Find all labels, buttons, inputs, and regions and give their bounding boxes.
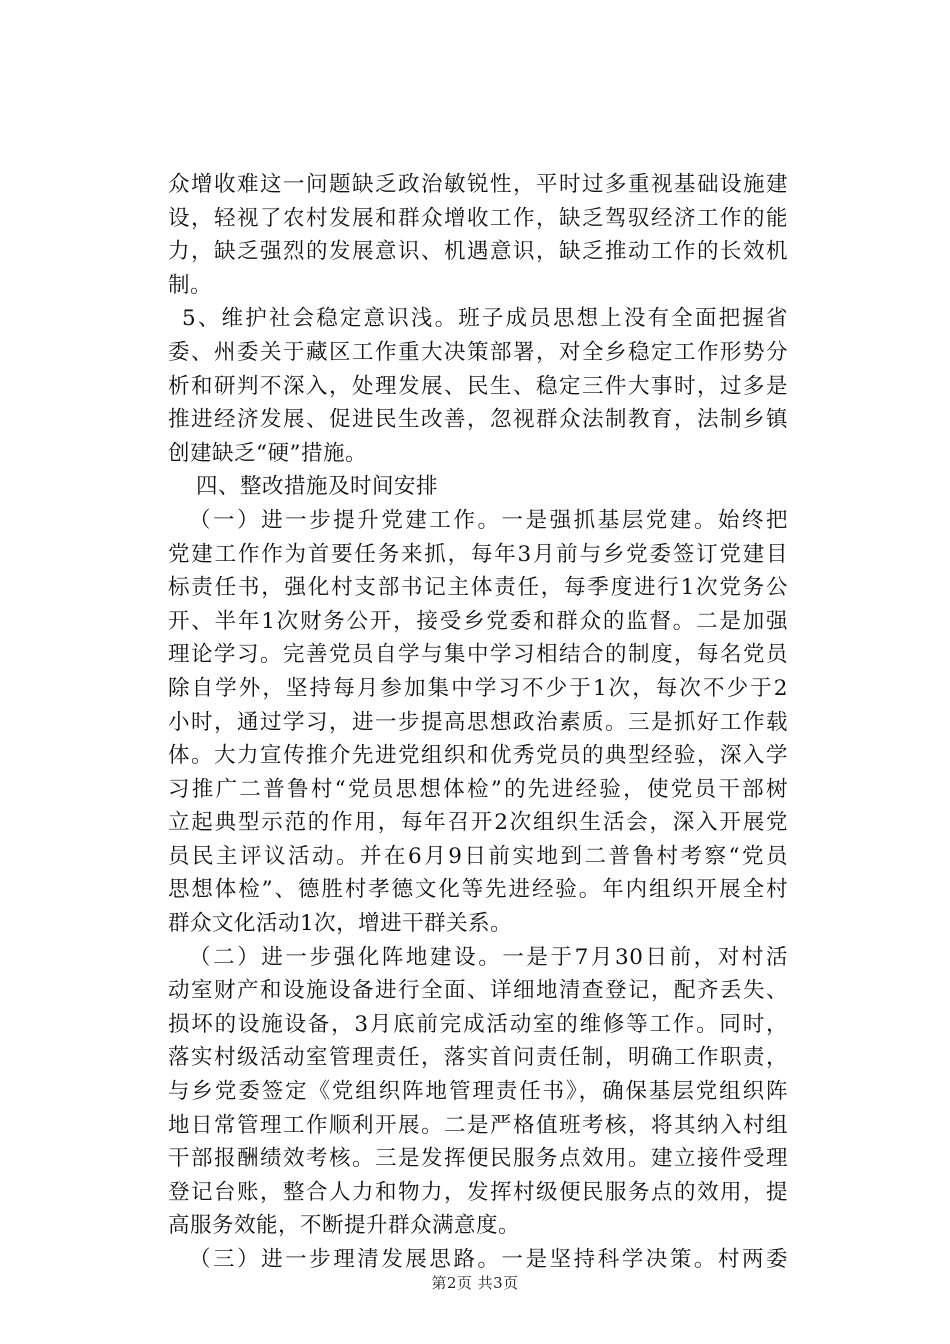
document-body — [168, 168, 788, 1277]
text-line: 除自学外，坚持每月参加集中学习不少于1次，每次不少于2 — [168, 675, 788, 701]
text-line: 干部报酬绩效考核。三是发挥便民服务点效用。建立接件受理 — [168, 1146, 788, 1172]
text-line: 员民主评议活动。并在6月9日前实地到二普鲁村考察“党员 — [168, 843, 788, 869]
text-line: 开、半年1次财务公开，接受乡党委和群众的监督。二是加强 — [168, 608, 788, 634]
text-line: 动室财产和设施设备进行全面、详细地清查登记，配齐丢失、 — [168, 978, 788, 1004]
text-line: 设，轻视了农村发展和群众增收工作，缺乏驾驭经济工作的能 — [168, 205, 788, 231]
text-line: 委、州委关于藏区工作重大决策部署，对全乡稳定工作形势分 — [168, 339, 788, 365]
section-5-heading-line: 5、维护社会稳定意识浅。班子成员思想上没有全面把握省 — [182, 306, 788, 332]
text-line: 损坏的设施设备，3月底前完成活动室的维修等工作。同时， — [168, 1011, 788, 1037]
subsection-2-heading-line: （二）进一步强化阵地建设。一是于7月30日前，对村活 — [189, 944, 788, 970]
text-line: 析和研判不深入，处理发展、民生、稳定三件大事时，过多是 — [168, 373, 788, 399]
text-line: 高服务效能，不断提升群众满意度。 — [168, 1213, 521, 1239]
text-line: 标责任书，强化村支部书记主体责任，每季度进行1次党务公 — [168, 575, 788, 601]
text-line: 群众文化活动1次，增进干群关系。 — [168, 911, 513, 937]
text-line: 理论学习。完善党员自学与集中学习相结合的制度，每名党员 — [168, 642, 788, 668]
text-line: 众增收难这一问题缺乏政治敏锐性，平时过多重视基础设施建 — [168, 172, 788, 197]
text-line: 立起典型示范的作用，每年召开2次组织生活会，深入开展党 — [168, 810, 788, 836]
text-line: 思想体检”、德胜村孝德文化等先进经验。年内组织开展全村 — [168, 877, 788, 903]
text-line: 创建缺乏“硬”措施。 — [168, 440, 367, 466]
text-line: 落实村级活动室管理责任，落实首问责任制，明确工作职责， — [168, 1045, 788, 1071]
text-line: 地日常管理工作顺利开展。二是严格值班考核，将其纳入村组 — [168, 1112, 788, 1138]
subsection-1-heading-line: （一）进一步提升党建工作。一是强抓基层党建。始终把 — [189, 507, 788, 533]
text-line: 登记台账，整合人力和物力，发挥村级便民服务点的效用，提 — [168, 1179, 788, 1205]
section-heading: 四、整改措施及时间安排 — [196, 474, 439, 500]
text-line: 习推广二普鲁村“党员思想体检”的先进经验，使党员干部树 — [168, 776, 788, 802]
page-footer: 第2页 共3页 — [431, 1274, 519, 1292]
text-line: 小时，通过学习，进一步提高思想政治素质。三是抓好工作载 — [168, 709, 788, 735]
text-line: 力，缺乏强烈的发展意识、机遇意识，缺乏推动工作的长效机 — [168, 239, 788, 265]
text-line: 党建工作作为首要任务来抓，每年3月前与乡党委签订党建目 — [168, 541, 788, 567]
text-line: 制。 — [168, 272, 213, 298]
text-line: 与乡党委签定《党组织阵地管理责任书》，确保基层党组织阵 — [168, 1079, 788, 1105]
text-line: 体。大力宣传推介先进党组织和优秀党员的典型经验，深入学 — [168, 743, 788, 769]
text-line: 推进经济发展、促进民生改善，忽视群众法制教育，法制乡镇 — [168, 407, 788, 433]
subsection-3-heading-line: （三）进一步理清发展思路。一是坚持科学决策。村两委 — [189, 1247, 788, 1272]
